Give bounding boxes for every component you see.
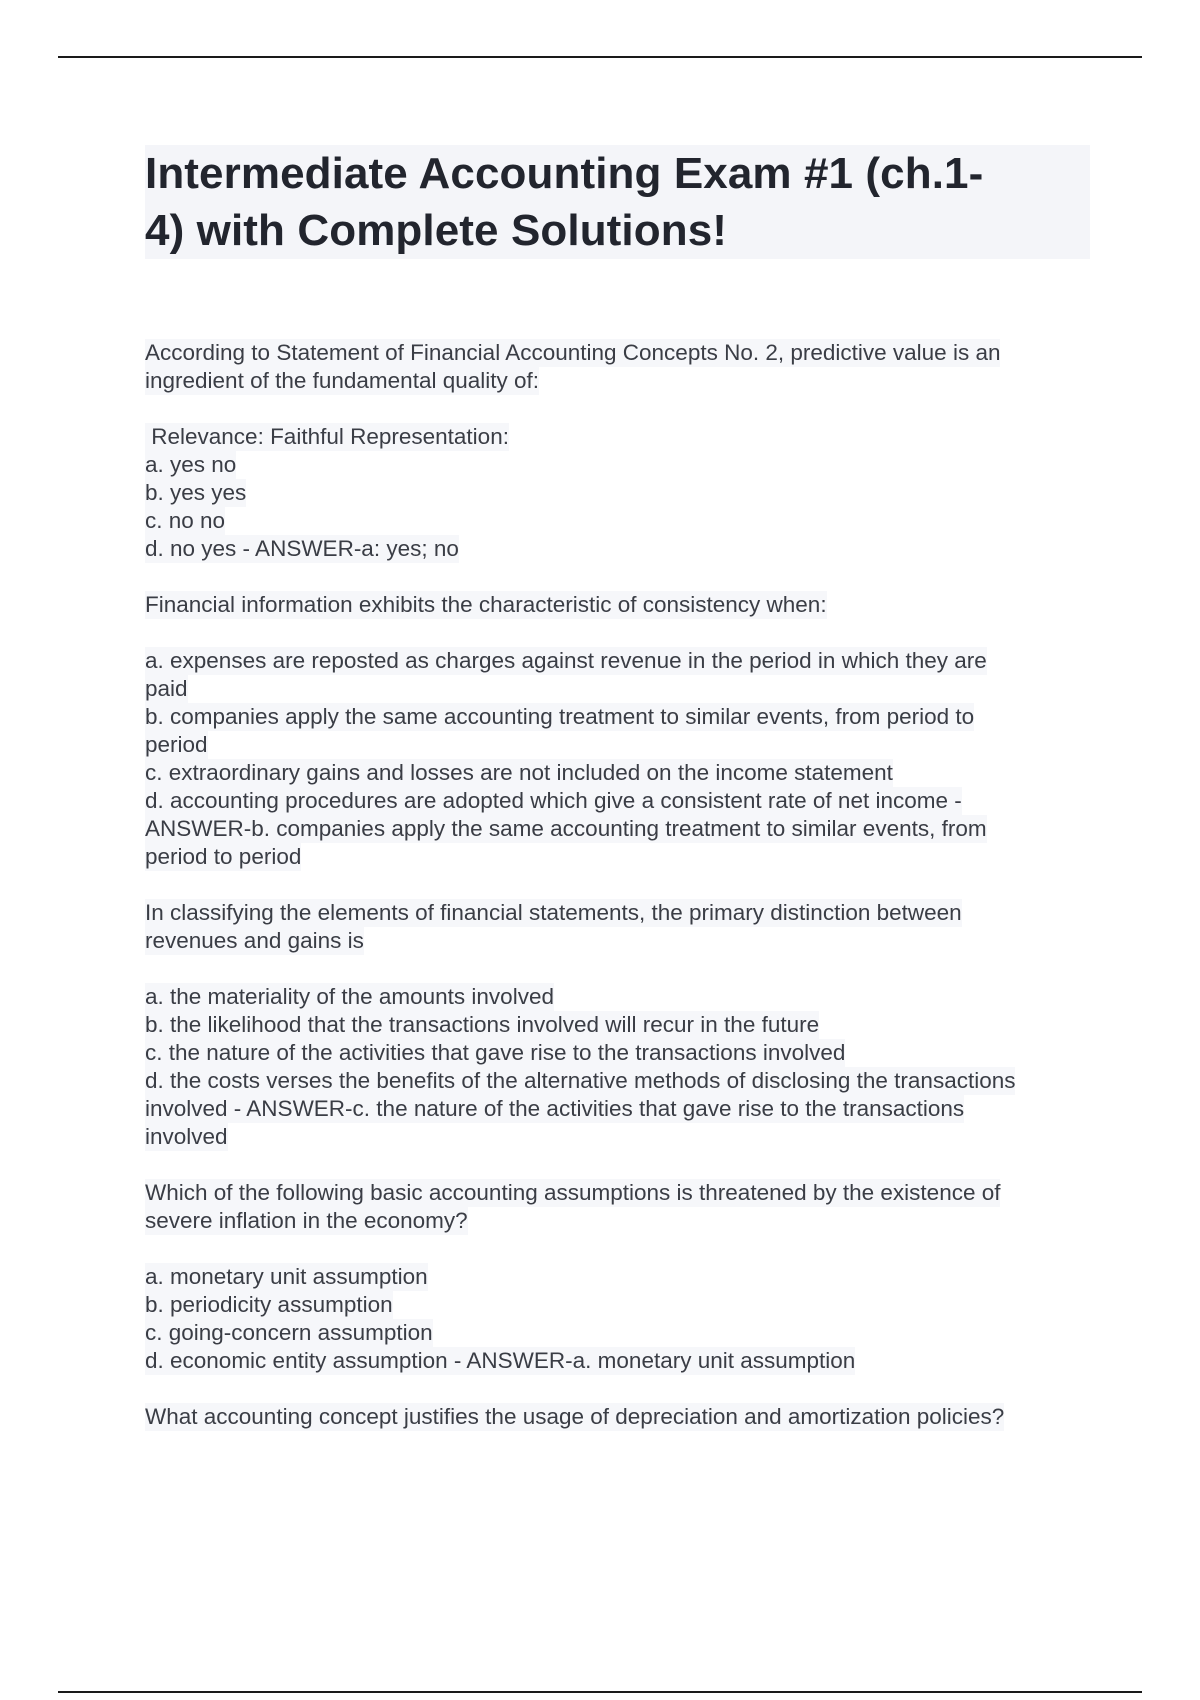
document-page	[145, 145, 1090, 1431]
text-line: According to Statement of Financial Accounting Concepts No. 2, predictive value is an	[145, 340, 1001, 365]
blank-line	[145, 395, 1090, 423]
text-line: Financial information exhibits the characteristic of consistency when:	[145, 592, 827, 617]
title-line: Intermediate Accounting Exam #1 (ch.1-	[145, 149, 984, 198]
text-line: What accounting concept justifies the usage of depreciation and amortization policies?	[145, 1404, 1005, 1429]
text-line: severe inflation in the economy?	[145, 1208, 468, 1233]
text-line: b. companies apply the same accounting treatment to similar events, from period to	[145, 704, 975, 729]
text-line: c. going-concern assumption	[145, 1320, 433, 1345]
top-rule	[58, 56, 1142, 58]
text-line: a. expenses are reposted as charges against revenue in the period in which they are	[145, 648, 987, 673]
question-separator	[145, 1151, 1090, 1179]
question-separator	[145, 563, 1090, 591]
blank-line	[145, 619, 1090, 647]
title-line: 4) with Complete Solutions!	[145, 206, 728, 255]
text-line: c. extraordinary gains and losses are not included on the income statement	[145, 760, 893, 785]
text-line: b. periodicity assumption	[145, 1292, 393, 1317]
text-line: Which of the following basic accounting assumptions is threatened by the existence of	[145, 1180, 1001, 1205]
text-line: d. accounting procedures are adopted which give a consistent rate of net income -	[145, 788, 962, 813]
question-block	[145, 899, 1090, 1151]
text-line: d. no yes - ANSWER-a: yes; no	[145, 536, 459, 561]
text-line: involved - ANSWER-c. the nature of the activities that gave rise to the transactions	[145, 1096, 965, 1121]
question-separator	[145, 1375, 1090, 1403]
text-line: c. the nature of the activities that gave rise to the transactions involved	[145, 1040, 846, 1065]
text-line: paid	[145, 676, 188, 701]
text-line: d. economic entity assumption - ANSWER-a. monetary unit assumption	[145, 1348, 856, 1373]
text-line: d. the costs verses the benefits of the alternative methods of disclosing the transactions	[145, 1068, 1016, 1093]
text-line: a. yes no	[145, 452, 237, 477]
question-separator	[145, 871, 1090, 899]
document-title	[145, 145, 1090, 259]
text-line: period	[145, 732, 208, 757]
text-line: revenues and gains is	[145, 928, 364, 953]
question-block	[145, 339, 1090, 563]
text-line: a. monetary unit assumption	[145, 1264, 428, 1289]
question-block	[145, 1179, 1090, 1375]
text-line: Relevance: Faithful Representation:	[145, 424, 509, 449]
text-line: b. the likelihood that the transactions involved will recur in the future	[145, 1012, 820, 1037]
text-line: a. the materiality of the amounts involved	[145, 984, 554, 1009]
text-line: c. no no	[145, 508, 226, 533]
text-line: involved	[145, 1124, 228, 1149]
blank-line	[145, 955, 1090, 983]
text-line: period to period	[145, 844, 302, 869]
question-list	[145, 339, 1090, 1431]
bottom-rule	[58, 1691, 1142, 1693]
question-block	[145, 1403, 1090, 1431]
text-line: ANSWER-b. companies apply the same accounting treatment to similar events, from	[145, 816, 987, 841]
text-line: b. yes yes	[145, 480, 247, 505]
text-line: In classifying the elements of financial statements, the primary distinction between	[145, 900, 962, 925]
question-block	[145, 591, 1090, 871]
blank-line	[145, 1235, 1090, 1263]
text-line: ingredient of the fundamental quality of:	[145, 368, 540, 393]
